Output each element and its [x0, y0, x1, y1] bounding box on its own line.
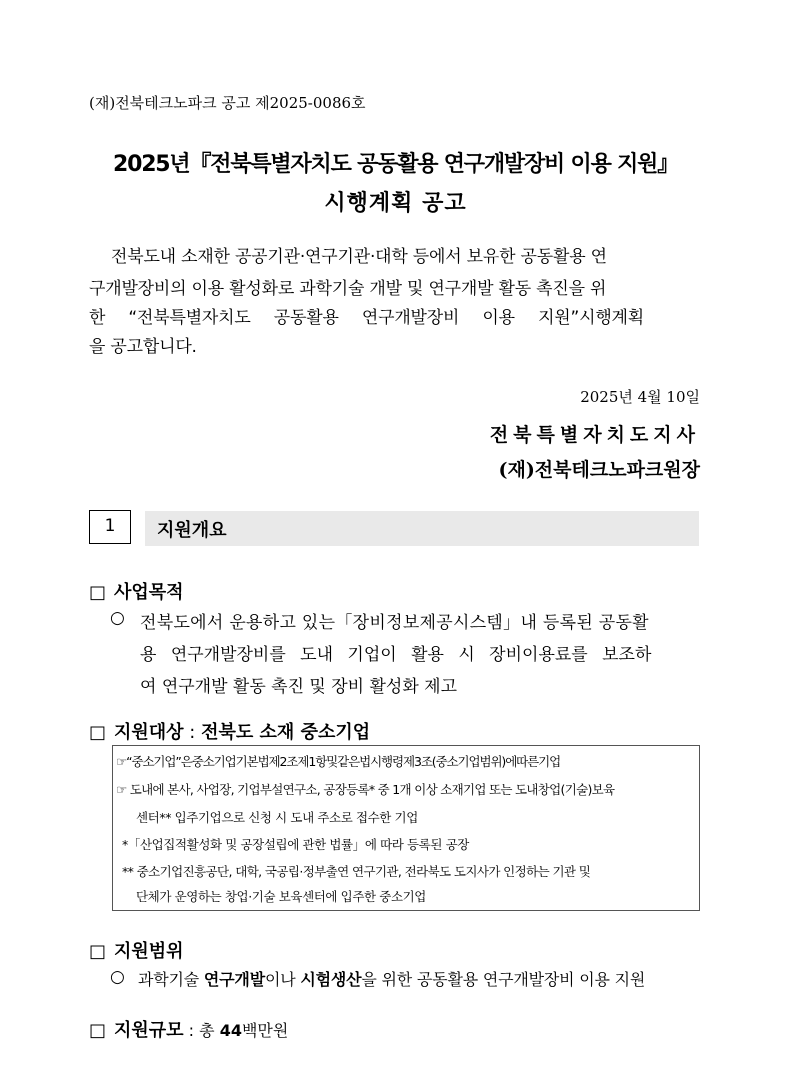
purpose-heading-label: 사업목적 — [114, 582, 184, 603]
target-note-2: ☞ 도내에 본사, 사업장, 기업부설연구소, 공장등록* 중 1개 이상 소재기업 또는 도내창업(기술)보육 — [116, 782, 615, 797]
target-note-1: ☞“중소기업”은중소기업기본법제2조제1항및같은법시행령제3조(중소기업범위)에따른기업 — [116, 754, 561, 769]
target-value: 전북도 소재 중소기업 — [201, 722, 371, 743]
scope-text-a: 과학기술 — [138, 970, 204, 989]
scope-text — [138, 967, 645, 990]
scale-heading-label: 지원규모 — [114, 1020, 184, 1041]
issuer-governor: 전북특별자치도지사 — [489, 424, 700, 446]
scale-amount: 44 — [219, 1021, 242, 1040]
scope-heading — [89, 937, 184, 963]
target-heading-label: 지원대상 — [114, 722, 184, 743]
scope-bullet-icon: ○ — [110, 967, 125, 987]
scope-text-rnd: 연구개발 — [203, 970, 265, 989]
intro-line-1: 전북도내 소재한 공공기관·연구기관·대학 등에서 보유한 공동활용 연 — [111, 247, 607, 267]
purpose-bullet-icon: ○ — [110, 608, 125, 628]
document-title-line2: 시행계획 공고 — [324, 191, 467, 216]
target-note-6: 단체가 운영하는 창업·기술 보육센터에 입주한 중소기업 — [136, 889, 426, 904]
intro-line-3: 한 “전북특별자치도 공동활용 연구개발장비 이용 지원”시행계획 — [89, 308, 645, 328]
scope-text-c: 이나 — [264, 970, 301, 989]
document-title-line1: 2025년『전북특별자치도 공동활용 연구개발장비 이용 지원』 — [112, 152, 678, 177]
scope-text-trial: 시험생산 — [300, 970, 362, 989]
scale-text-a: : 총 — [183, 1021, 220, 1040]
target-separator: : — [183, 722, 202, 743]
checkbox-icon: □ — [89, 1020, 107, 1041]
target-note-4: *「산업집적활성화 및 공장설립에 관한 법률」에 따라 등록된 공장 — [122, 837, 469, 852]
purpose-line-3: 여 연구개발 활동 촉진 및 장비 활성화 제고 — [140, 677, 458, 697]
scope-text-e: 을 위한 공동활용 연구개발장비 이용 지원 — [361, 970, 646, 989]
intro-line-2: 구개발장비의 이용 활성화로 과학기술 개발 및 연구개발 활동 촉진을 위 — [89, 279, 607, 299]
notice-date: 2025년 4월 10일 — [580, 388, 700, 406]
purpose-heading — [89, 578, 184, 604]
checkbox-icon: □ — [89, 582, 107, 603]
scale-heading — [89, 1016, 288, 1042]
intro-line-4: 을 공고합니다. — [89, 337, 197, 357]
target-note-3: 센터** 입주기업으로 신청 시 도내 주소로 접수한 기업 — [136, 810, 418, 825]
section-title-bar — [145, 511, 699, 546]
checkbox-icon: □ — [89, 941, 107, 962]
scope-heading-label: 지원범위 — [114, 941, 184, 962]
purpose-line-2: 용 연구개발장비를 도내 기업이 활용 시 장비이용료를 보조하 — [140, 645, 652, 665]
scale-unit: 백만원 — [241, 1021, 289, 1040]
checkbox-icon: □ — [89, 722, 107, 743]
purpose-line-1: 전북도에서 운용하고 있는「장비정보제공시스템」내 등록된 공동활 — [140, 613, 649, 633]
notice-number: (재)전북테크노파크 공고 제2025-0086호 — [89, 94, 366, 112]
section-title: 지원개요 — [157, 520, 227, 541]
target-heading — [89, 718, 370, 744]
target-note-5: ** 중소기업진흥공단, 대학, 국공립·정부출연 연구기관, 전라북도 도지사가 인정하는 기관 및 — [122, 864, 591, 879]
section-number-box: 1 — [89, 510, 131, 544]
issuer-technopark: (재)전북테크노파크원장 — [498, 459, 700, 481]
